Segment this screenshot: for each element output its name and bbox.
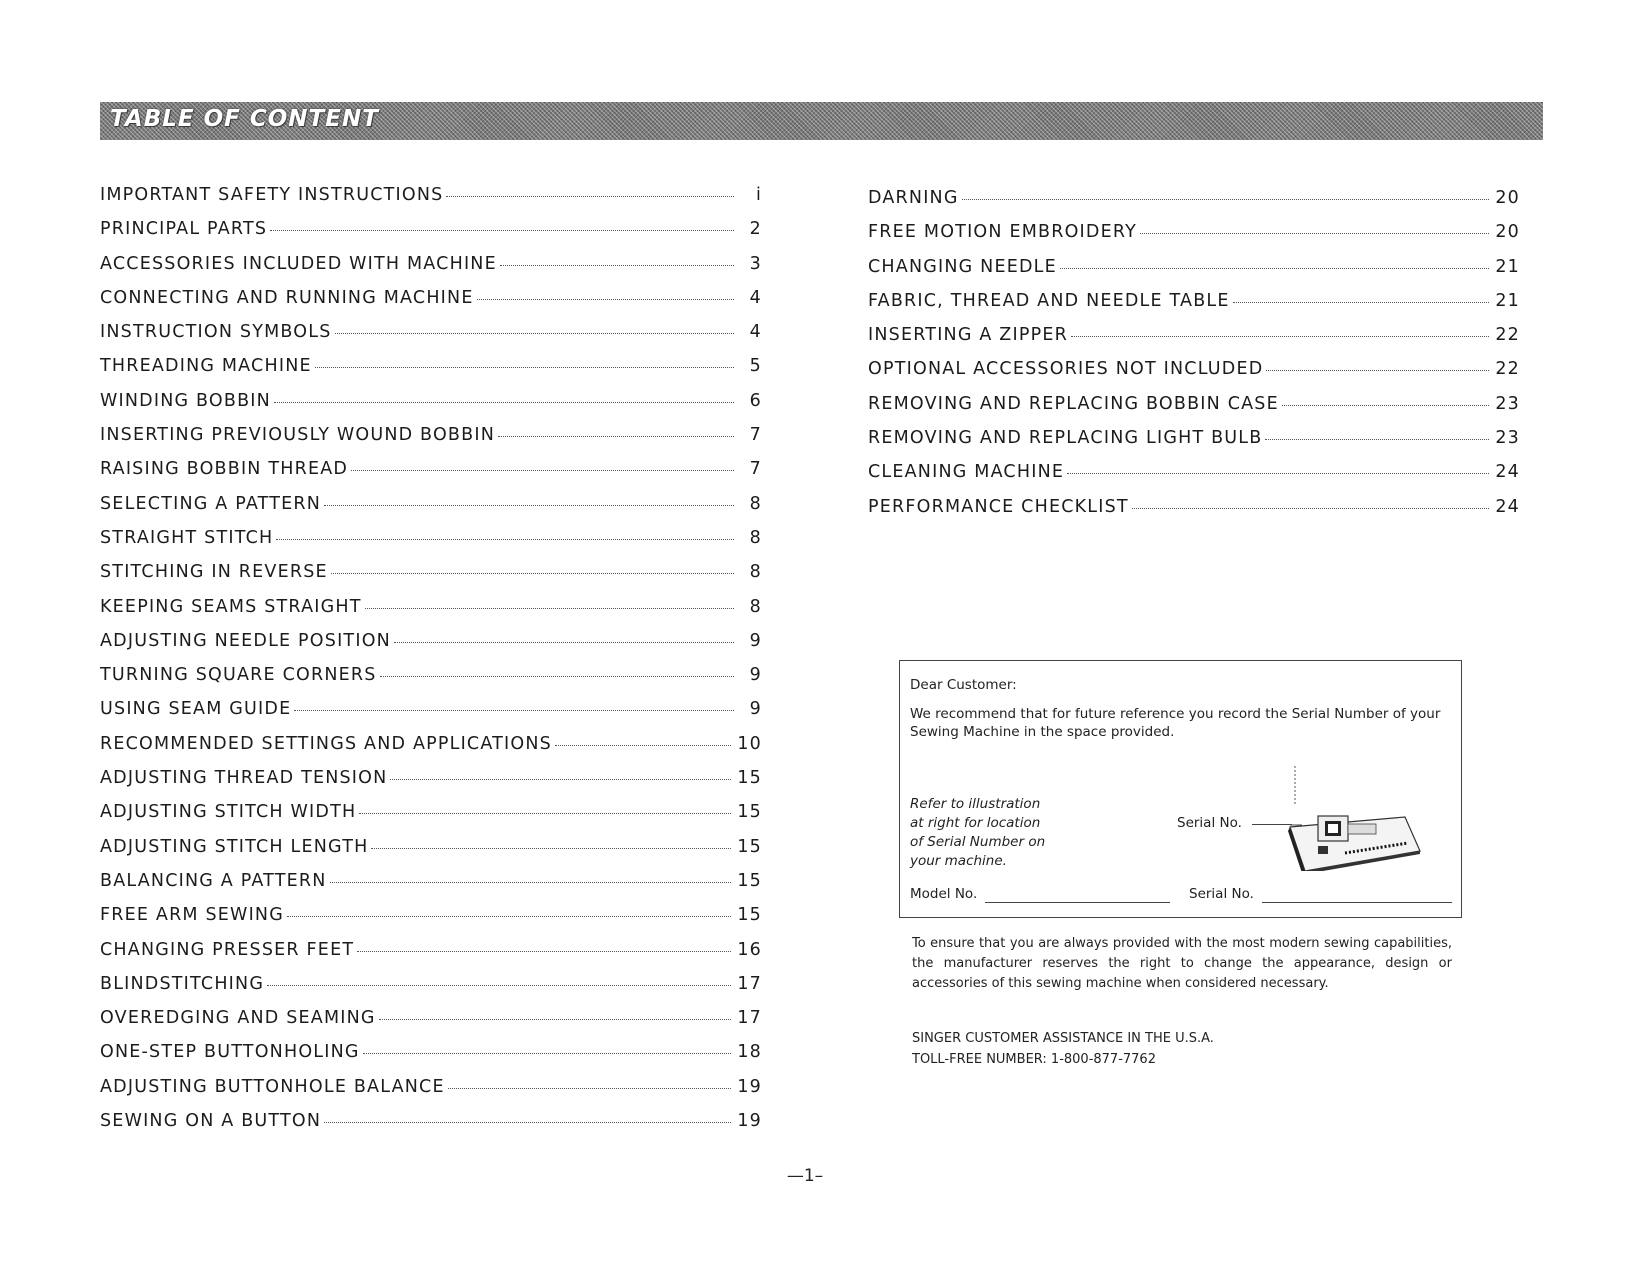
toc-entry-title: ADJUSTING STITCH LENGTH <box>100 836 369 857</box>
dot-leader <box>365 608 734 609</box>
dot-leader <box>276 539 734 540</box>
serial-callout-label: Serial No. <box>1177 815 1242 831</box>
dot-leader <box>1282 405 1489 406</box>
toc-entry-page: 8 <box>749 493 762 514</box>
toc-entry-page: 22 <box>1495 325 1520 346</box>
toc-entry <box>868 428 1520 462</box>
dot-leader <box>962 199 1490 200</box>
toc-entry-page: 8 <box>749 596 762 617</box>
dot-leader <box>324 505 734 506</box>
toc-entry <box>868 394 1520 428</box>
toc-entry-title: ADJUSTING BUTTONHOLE BALANCE <box>100 1076 445 1097</box>
toc-entry <box>868 188 1520 222</box>
dot-leader <box>294 710 734 711</box>
toc-entry-page: i <box>755 185 762 205</box>
dot-leader <box>390 779 731 780</box>
toc-entry <box>100 597 762 631</box>
toc-entry <box>100 631 762 665</box>
toc-entry-page: 23 <box>1495 393 1520 414</box>
toc-entry <box>868 497 1520 531</box>
toc-entry-title: CHANGING PRESSER FEET <box>100 939 355 960</box>
toc-entry <box>100 288 762 322</box>
dot-leader <box>267 985 731 986</box>
toc-entry <box>100 562 762 596</box>
toc-entry-title: WINDING BOBBIN <box>100 390 271 411</box>
dot-leader <box>500 265 734 266</box>
toc-entry-page: 17 <box>737 1008 762 1029</box>
toc-entry-page: 15 <box>737 768 762 789</box>
toc-entry <box>868 291 1520 325</box>
toc-entry-page: 15 <box>737 802 762 823</box>
toc-entry-page: 9 <box>749 699 762 720</box>
toc-entry-page: 3 <box>749 253 762 274</box>
toc-entry-page: 21 <box>1495 290 1520 311</box>
toc-entry-title: STITCHING IN REVERSE <box>100 562 328 583</box>
toc-entry-title: OPTIONAL ACCESSORIES NOT INCLUDED <box>868 359 1264 380</box>
toc-entry <box>100 494 762 528</box>
toc-entry-page: 9 <box>749 630 762 651</box>
dot-leader <box>357 951 731 952</box>
toc-entry-title: FREE MOTION EMBROIDERY <box>868 222 1137 243</box>
toc-entry <box>100 734 762 768</box>
dot-leader <box>1140 233 1489 234</box>
toc-entry-title: PRINCIPAL PARTS <box>100 219 268 240</box>
dot-leader <box>359 813 731 814</box>
model-number-label: Model No. <box>910 886 978 902</box>
toc-entry-page: 20 <box>1495 188 1520 208</box>
toc-entry <box>100 871 762 905</box>
serial-number-line <box>1262 902 1452 903</box>
sewing-machine-illustration <box>1250 761 1425 871</box>
toc-entry-title: TURNING SQUARE CORNERS <box>100 665 377 686</box>
toc-entry-page: 8 <box>749 527 762 548</box>
dot-leader <box>315 367 734 368</box>
toc-entry-title: INSTRUCTION SYMBOLS <box>100 322 332 343</box>
customer-assistance <box>912 1028 1214 1070</box>
toc-entry <box>100 425 762 459</box>
dot-leader <box>380 676 734 677</box>
toc-entry <box>100 1077 762 1111</box>
refer-line: your machine. <box>910 853 1007 869</box>
toc-list-left <box>100 185 762 1145</box>
dot-leader <box>498 436 734 437</box>
dot-leader <box>330 882 732 883</box>
dot-leader <box>331 573 734 574</box>
toc-entry <box>100 974 762 1008</box>
toc-entry <box>868 257 1520 291</box>
toc-entry <box>100 356 762 390</box>
toc-entry-page: 4 <box>749 322 762 343</box>
toc-entry-page: 6 <box>749 390 762 411</box>
toc-entry-page: 7 <box>749 459 762 480</box>
toc-entry-page: 15 <box>737 870 762 891</box>
notice-greeting: Dear Customer: <box>910 677 1017 693</box>
toc-entry-title: CHANGING NEEDLE <box>868 256 1057 277</box>
toc-entry-title: BALANCING A PATTERN <box>100 870 327 891</box>
toc-entry-page: 5 <box>749 356 762 377</box>
toc-entry <box>868 462 1520 496</box>
toc-entry-title: FREE ARM SEWING <box>100 905 284 926</box>
toc-entry-title: INSERTING PREVIOUSLY WOUND BOBBIN <box>100 425 495 446</box>
toc-entry-title: RAISING BOBBIN THREAD <box>100 459 349 480</box>
toc-entry-page: 17 <box>737 973 762 994</box>
dot-leader <box>270 230 734 231</box>
toc-entry <box>868 222 1520 256</box>
toc-entry-title: KEEPING SEAMS STRAIGHT <box>100 596 362 617</box>
toc-entry-page: 16 <box>737 939 762 960</box>
toc-entry <box>100 528 762 562</box>
toc-entry <box>100 699 762 733</box>
toll-free-number: TOLL-FREE NUMBER: 1-800-877-7762 <box>912 1052 1156 1067</box>
toc-entry-title: ADJUSTING THREAD TENSION <box>100 768 388 789</box>
toc-header-banner <box>100 102 1543 140</box>
toc-entry <box>100 768 762 802</box>
toc-entry-title: DARNING <box>868 188 959 208</box>
toc-entry <box>100 391 762 425</box>
dot-leader <box>324 1122 731 1123</box>
toc-entry <box>100 219 762 253</box>
toc-entry <box>100 1111 762 1145</box>
dot-leader <box>371 848 731 849</box>
toc-entry-title: STRAIGHT STITCH <box>100 527 274 548</box>
dot-leader <box>394 642 734 643</box>
toc-entry-page: 21 <box>1495 256 1520 277</box>
refer-line: of Serial Number on <box>910 834 1046 850</box>
dot-leader <box>1071 336 1489 337</box>
toc-entry-page: 18 <box>737 1042 762 1063</box>
toc-entry-page: 15 <box>737 905 762 926</box>
toc-entry-title: USING SEAM GUIDE <box>100 699 292 720</box>
toc-entry <box>100 185 762 219</box>
dot-leader <box>1265 439 1489 440</box>
toc-entry-title: INSERTING A ZIPPER <box>868 325 1068 346</box>
toc-entry-page: 24 <box>1495 496 1520 517</box>
toc-entry <box>100 905 762 939</box>
toc-entry-title: IMPORTANT SAFETY INSTRUCTIONS <box>100 185 444 205</box>
toc-entry-title: BLINDSTITCHING <box>100 973 265 994</box>
dot-leader <box>555 745 731 746</box>
toc-entry <box>100 1042 762 1076</box>
toc-entry-page: 9 <box>749 665 762 686</box>
toc-entry-title: RECOMMENDED SETTINGS AND APPLICATIONS <box>100 733 552 754</box>
toc-entry-title: ONE-STEP BUTTONHOLING <box>100 1042 360 1063</box>
dot-leader <box>274 402 734 403</box>
toc-entry-page: 2 <box>749 219 762 240</box>
toc-entry <box>100 459 762 493</box>
dot-leader <box>1132 508 1490 509</box>
toc-entry-page: 4 <box>749 287 762 308</box>
refer-line: at right for location <box>910 815 1041 831</box>
design-change-disclaimer: To ensure that you are always provided with the most modern sewing capabilities, the manufacturer reserves the right to change the appearance, design or accessories of this sewing machine when considered necessary. <box>912 936 1452 991</box>
dot-leader <box>477 299 734 300</box>
serial-number-notice <box>899 660 1462 918</box>
toc-entry-page: 23 <box>1495 428 1520 449</box>
toc-entry-page: 10 <box>737 733 762 754</box>
toc-entry-page: 20 <box>1495 222 1520 243</box>
toc-entry-title: CLEANING MACHINE <box>868 462 1065 483</box>
dot-leader <box>379 1019 732 1020</box>
dot-leader <box>351 470 734 471</box>
refer-line: Refer to illustration <box>910 796 1041 812</box>
dot-leader <box>1233 302 1490 303</box>
toc-entry-page: 19 <box>737 1076 762 1097</box>
toc-entry <box>868 325 1520 359</box>
model-number-line <box>985 902 1170 903</box>
page-number: —1– <box>786 1166 824 1186</box>
toc-entry <box>100 940 762 974</box>
dot-leader <box>363 1053 732 1054</box>
toc-entry-title: PERFORMANCE CHECKLIST <box>868 496 1129 517</box>
dot-leader <box>1067 473 1489 474</box>
toc-entry-title: CONNECTING AND RUNNING MACHINE <box>100 287 474 308</box>
dot-leader <box>448 1088 732 1089</box>
dot-leader <box>1060 268 1489 269</box>
dot-leader <box>446 196 734 197</box>
notice-refer-note <box>910 795 1085 871</box>
toc-entry-title: REMOVING AND REPLACING BOBBIN CASE <box>868 393 1279 414</box>
toc-entry-title: REMOVING AND REPLACING LIGHT BULB <box>868 428 1263 449</box>
toc-entry-title: FABRIC, THREAD AND NEEDLE TABLE <box>868 290 1230 311</box>
page-title: TABLE OF CONTENT <box>110 106 379 132</box>
dot-leader <box>1266 370 1489 371</box>
toc-entry <box>100 322 762 356</box>
toc-entry-page: 22 <box>1495 359 1520 380</box>
toc-entry <box>100 837 762 871</box>
toc-entry-title: SELECTING A PATTERN <box>100 493 322 514</box>
toc-entry-title: THREADING MACHINE <box>100 356 312 377</box>
toc-entry-title: ADJUSTING NEEDLE POSITION <box>100 630 391 651</box>
toc-entry <box>100 1008 762 1042</box>
serial-number-label: Serial No. <box>1189 886 1254 902</box>
toc-entry-page: 24 <box>1495 462 1520 483</box>
toc-entry-page: 8 <box>749 562 762 583</box>
assistance-heading: SINGER CUSTOMER ASSISTANCE IN THE U.S.A. <box>912 1031 1214 1046</box>
toc-entry-page: 7 <box>749 425 762 446</box>
toc-entry-title: OVEREDGING AND SEAMING <box>100 1008 376 1029</box>
toc-entry-page: 15 <box>737 836 762 857</box>
toc-entry-title: SEWING ON A BUTTON <box>100 1111 322 1132</box>
toc-entry <box>100 254 762 288</box>
toc-list-right <box>868 188 1520 531</box>
dot-leader <box>335 333 734 334</box>
notice-recommendation: We recommend that for future reference you record the Serial Number of your Sewing Machine in the space provided. <box>910 706 1441 740</box>
toc-entry-page: 19 <box>737 1111 762 1132</box>
toc-entry <box>868 359 1520 393</box>
toc-entry-title: ADJUSTING STITCH WIDTH <box>100 802 357 823</box>
dot-leader <box>287 916 731 917</box>
toc-entry-title: ACCESSORIES INCLUDED WITH MACHINE <box>100 253 497 274</box>
toc-entry <box>100 802 762 836</box>
toc-entry <box>100 665 762 699</box>
